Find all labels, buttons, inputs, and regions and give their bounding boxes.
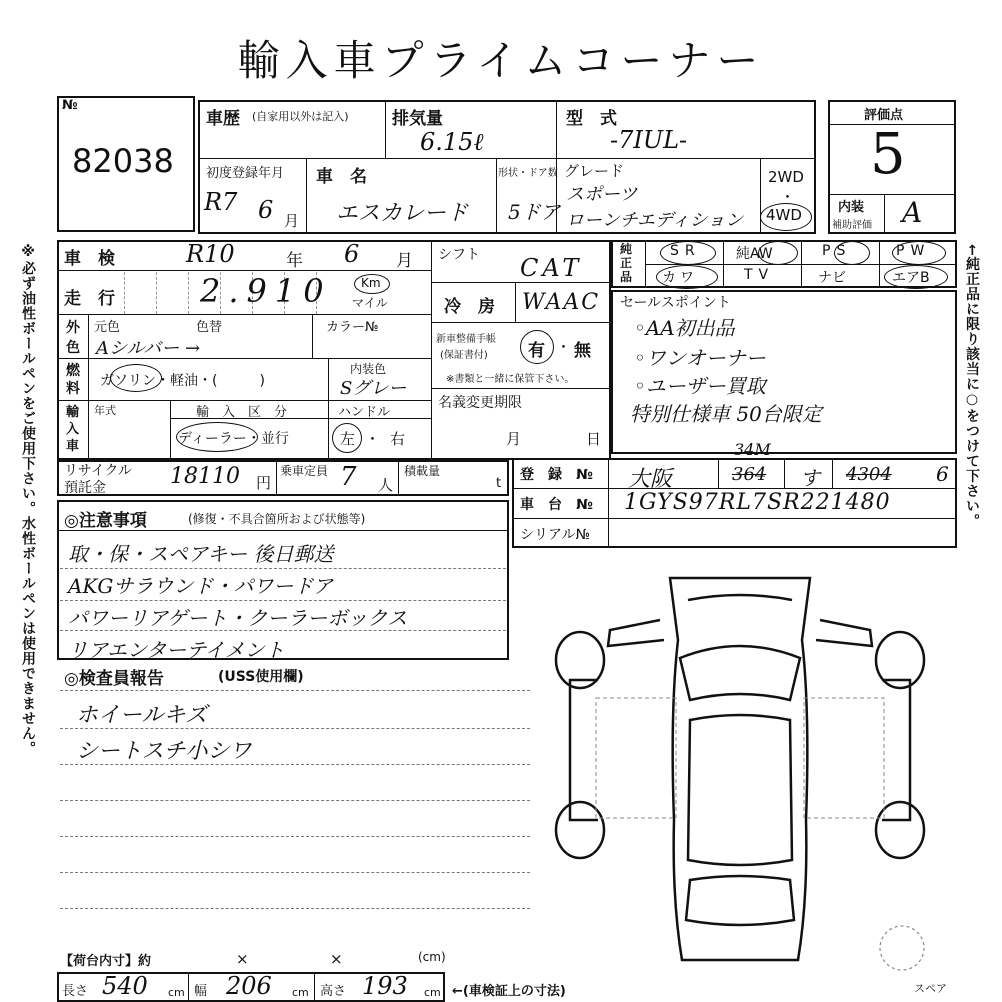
- circle-aw: [758, 241, 798, 265]
- drive-dot: ・: [780, 188, 796, 206]
- mileage-label: 走 行: [64, 289, 115, 309]
- note-line-4: リアエンターテイメント: [68, 638, 285, 662]
- sales-point-3: ◦ユーザー買取: [634, 374, 766, 398]
- manual-sub: (保証書付): [440, 350, 488, 361]
- manual-yes: 有: [528, 341, 545, 361]
- inspector-label: ◎検査員報告: [64, 669, 164, 689]
- registration-class-new: 34M: [734, 440, 771, 459]
- car-name-label: 車 名: [316, 167, 367, 187]
- shift-label: シフト: [438, 247, 480, 263]
- lot-number: 82038: [72, 142, 174, 180]
- color-side-label: 外色: [66, 320, 80, 356]
- capacity-label: 乗車定員: [280, 464, 329, 478]
- fuel-options: ガソリン・軽油・( ): [100, 373, 265, 389]
- right-side-note: ←純正品に限り該当に○をつけて下さい。: [964, 244, 980, 529]
- car-diagram: [540, 560, 940, 980]
- import-type-value: ディーラー・並行: [178, 431, 289, 447]
- genuine-leather: カワ: [662, 270, 698, 286]
- left-side-note: ※必ず油性ボールペンをご使用下さい。水性ボールペンは使用できません。: [20, 244, 36, 756]
- width-unit: cm: [292, 986, 309, 999]
- capacity-unit: 人: [378, 476, 394, 494]
- name-change-month: 月: [506, 430, 522, 448]
- genuine-pw: PW: [896, 243, 931, 259]
- cargo-x2: ×: [330, 950, 343, 968]
- import-type-label: 輸 入 区 分: [196, 405, 288, 420]
- first-reg-label: 初度登録年月: [206, 166, 285, 181]
- model-value: -7IUL-: [610, 126, 688, 154]
- cargo-unit: (cm): [418, 950, 446, 964]
- recycle-label-2: 預託金: [64, 480, 106, 496]
- aircon-label: 冷 房: [444, 297, 495, 317]
- registration-number-old: 4304: [846, 464, 892, 485]
- handle-label: ハンドル: [338, 405, 391, 420]
- registration-region: 大阪: [628, 467, 673, 492]
- inspection-label: 車 検: [64, 249, 115, 269]
- dims-note: ←(車検証上の寸法): [452, 984, 566, 999]
- color-code-label: カラー№: [326, 320, 379, 335]
- mileage-unit-mile: マイル: [352, 296, 388, 310]
- drive-2wd: 2WD: [768, 168, 804, 186]
- height-value: 193: [362, 972, 408, 1000]
- registration-kana: す: [800, 466, 820, 490]
- length-label: 長さ: [62, 984, 89, 999]
- inspector-line-2: シートスチ小シワ: [76, 739, 252, 764]
- circle-pw: [892, 241, 946, 265]
- registration-number-new: 6: [936, 462, 949, 486]
- first-reg-era: R7: [204, 188, 238, 216]
- wheel-rear-left: [556, 802, 604, 858]
- left-side: [570, 680, 598, 820]
- sales-point-2: ◦ワンオーナー: [634, 346, 766, 370]
- rating-label: 評価点: [864, 108, 904, 123]
- displacement-label: 排気量: [392, 109, 443, 129]
- height-label: 高さ: [320, 984, 347, 999]
- first-reg-month: 6: [258, 196, 274, 224]
- color-orig-label: 元色: [94, 320, 121, 335]
- car-roof: [688, 715, 792, 865]
- manual-no: 無: [574, 341, 591, 361]
- right-side: [882, 680, 910, 820]
- genuine-navi: ナビ: [818, 270, 846, 286]
- genuine-side-label: 純正品: [620, 242, 633, 284]
- car-body: [670, 578, 810, 960]
- handle-value: 左・右: [340, 430, 416, 448]
- grade-line1: スポーツ: [566, 184, 638, 205]
- sales-point-4: 特別仕様車 50台限定: [630, 402, 822, 426]
- import-dealer-circle: [176, 422, 258, 452]
- chassis-label: 車 台 №: [520, 497, 593, 513]
- note-line-1: 取・保・スペアキー 後日郵送: [68, 542, 334, 566]
- fuel-side-label: 燃料: [66, 363, 80, 397]
- genuine-tv: TV: [744, 267, 775, 283]
- inspection-year-unit: 年: [286, 251, 303, 271]
- displacement-value: 6.15ℓ: [420, 128, 484, 156]
- grade-label: グレード: [564, 162, 625, 180]
- capacity-value: 7: [340, 462, 357, 492]
- inspection-era: R10: [186, 240, 235, 268]
- import-year-label: 年式: [94, 404, 116, 417]
- notes-sub: (修復・不具合箇所および状態等): [188, 512, 366, 526]
- car-rear-window: [686, 876, 794, 925]
- circle-leather: [656, 265, 718, 289]
- inspector-sub: (USS使用欄): [218, 669, 304, 685]
- circle-ps: [834, 241, 870, 265]
- import-side-label: 輸入車: [66, 405, 80, 454]
- fuel-gasoline-circle: [110, 364, 162, 392]
- doors-value: 5ドア: [508, 200, 561, 224]
- inspection-month-unit: 月: [396, 251, 413, 271]
- notes-label: ◎注意事項: [64, 511, 147, 531]
- genuine-airbag: エアB: [892, 270, 930, 286]
- mileage-value: 2.910: [200, 272, 332, 310]
- interior-rating: A: [902, 196, 923, 229]
- spare-wheel: [880, 926, 924, 970]
- length-unit: cm: [168, 986, 185, 999]
- inspector-line-1: ホイールキズ: [76, 703, 208, 728]
- manual-label: 新車整備手帳: [436, 334, 496, 345]
- chassis-value: 1GYS97RL7SR221480: [624, 490, 891, 515]
- circle-airbag: [884, 265, 948, 289]
- aircon-value: WAAC: [522, 290, 601, 315]
- mileage-unit-km: Km: [361, 276, 381, 290]
- interior-label: 内装: [838, 200, 865, 215]
- grade-line2: ローンチエディション: [566, 210, 744, 231]
- registration-label: 登 録 №: [520, 467, 593, 483]
- serial-label: シリアル№: [520, 527, 591, 543]
- model-label: 型 式: [566, 109, 617, 129]
- height-unit: cm: [424, 986, 441, 999]
- handle-left-circle: [332, 423, 362, 453]
- circle-sr: [660, 241, 716, 265]
- cargo-label: 【荷台内寸】約: [60, 954, 152, 969]
- wheel-rear-right: [876, 802, 924, 858]
- spare-label: スペア: [914, 982, 947, 995]
- genuine-aw: 純AW: [736, 246, 773, 262]
- interior-color-label: 内装色: [350, 362, 387, 376]
- page-title: 輸入車プライムコーナー: [237, 36, 765, 85]
- color-value: Aシルバー →: [96, 338, 201, 359]
- manual-note: ※書類と一緒に保管下さい。: [446, 374, 575, 385]
- history-label: 車歴: [206, 109, 240, 129]
- name-change-day: 日: [586, 430, 602, 448]
- registration-class-old: 364: [732, 464, 767, 485]
- cargo-x1: ×: [236, 950, 249, 968]
- manual-sep: ・: [556, 338, 572, 356]
- lot-label: №: [62, 98, 78, 113]
- doors-label: 形状・ドア数: [498, 168, 558, 179]
- right-door-panel: [804, 698, 884, 818]
- load-label: 積載量: [404, 464, 441, 478]
- note-line-3: パワーリアゲート・クーラーボックス: [68, 606, 408, 630]
- car-windshield: [680, 646, 800, 700]
- sales-point-1: ◦AA初出品: [634, 316, 735, 340]
- length-value: 540: [102, 972, 148, 1000]
- note-line-2: AKGサラウンド・パワードア: [68, 574, 333, 598]
- width-label: 幅: [194, 984, 208, 999]
- inspection-month: 6: [344, 240, 360, 268]
- first-reg-month-unit: 月: [284, 212, 300, 230]
- color-change-label: 色替: [196, 320, 223, 335]
- aux-rating-label: 補助評価: [832, 220, 872, 231]
- load-unit: t: [496, 476, 502, 491]
- drive-4wd: 4WD: [766, 206, 802, 224]
- rating-score: 5: [870, 122, 906, 187]
- shift-value: CAT: [520, 254, 583, 282]
- right-mirror: [816, 620, 872, 646]
- recycle-unit: 円: [256, 474, 272, 492]
- recycle-label-1: リサイクル: [64, 463, 133, 479]
- left-door-panel: [596, 698, 676, 818]
- interior-color-value: Sグレー: [340, 378, 407, 399]
- genuine-sr: SR: [670, 243, 701, 259]
- recycle-value: 18110: [170, 464, 240, 489]
- history-note: (自家用以外は記入): [252, 110, 349, 123]
- car-front-line: [688, 595, 792, 600]
- width-value: 206: [226, 972, 272, 1000]
- car-name-value: エスカレード: [336, 201, 469, 226]
- left-mirror: [608, 620, 664, 646]
- sales-point-label: セールスポイント: [620, 295, 731, 311]
- genuine-ps: PS: [822, 243, 852, 259]
- name-change-label: 名義変更期限: [438, 395, 522, 411]
